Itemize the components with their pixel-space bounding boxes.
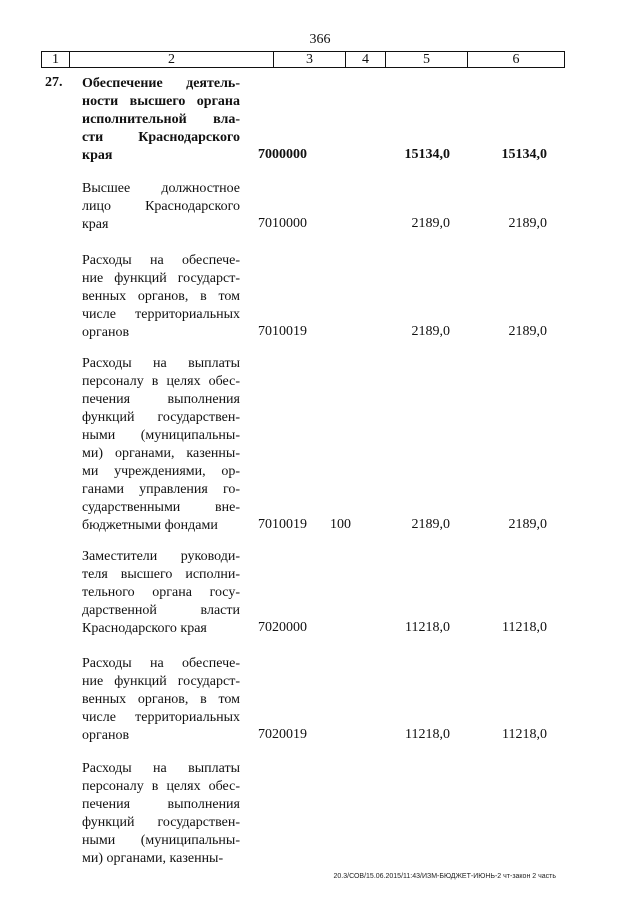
description-line: Обеспечение деятель- bbox=[82, 76, 240, 91]
row-amount-col6: 2189,0 bbox=[508, 216, 547, 231]
description-line: сти Краснодарского bbox=[82, 130, 240, 145]
description-line: Расходы на выплаты bbox=[82, 356, 240, 371]
description-line: числе территориальных bbox=[82, 307, 240, 322]
description-line: печения выполнения bbox=[82, 392, 240, 407]
column-header-5: 5 bbox=[386, 52, 468, 68]
description-line: теля высшего исполни- bbox=[82, 567, 240, 582]
row-code: 7020000 bbox=[258, 620, 307, 635]
description-line: Краснодарского края bbox=[82, 621, 207, 636]
description-line: края bbox=[82, 148, 113, 163]
row-expense-type: 100 bbox=[330, 517, 351, 532]
row-number: 27. bbox=[45, 75, 63, 90]
row-amount-col6: 11218,0 bbox=[502, 727, 547, 742]
description-line: функций государствен- bbox=[82, 815, 240, 830]
description-line: органов bbox=[82, 728, 130, 743]
row-description bbox=[82, 180, 240, 234]
column-header-3: 3 bbox=[274, 52, 346, 68]
document-footer: 20.3/СОВ/15.06.2015/11:43/ИЗМ-БЮДЖЕТ-ИЮНЬ-2 чт-закон 2 часть bbox=[333, 873, 556, 880]
row-amount-col5: 2189,0 bbox=[411, 216, 450, 231]
description-line: Расходы на выплаты bbox=[82, 761, 240, 776]
row-description bbox=[82, 760, 240, 868]
row-amount-col6: 2189,0 bbox=[508, 324, 547, 339]
description-line: ние функций государст- bbox=[82, 271, 240, 286]
description-line: ми) органами, казенны- bbox=[82, 851, 224, 866]
description-line: Высшее должностное bbox=[82, 181, 240, 196]
description-line: Расходы на обеспече- bbox=[82, 253, 240, 268]
page-number: 366 bbox=[309, 32, 331, 47]
description-line: лицо Краснодарского bbox=[82, 199, 240, 214]
description-line: края bbox=[82, 217, 109, 232]
row-amount-col5: 2189,0 bbox=[411, 517, 450, 532]
description-line: ности высшего органа bbox=[82, 94, 240, 109]
description-line: сударственными вне- bbox=[82, 500, 240, 515]
description-line: ными (муниципальны- bbox=[82, 833, 240, 848]
row-description bbox=[82, 75, 240, 165]
description-line: ными (муниципальны- bbox=[82, 428, 240, 443]
row-code: 7010000 bbox=[258, 216, 307, 231]
description-line: венных органов, в том bbox=[82, 692, 240, 707]
column-header-1: 1 bbox=[42, 52, 70, 68]
description-line: персоналу в целях обес- bbox=[82, 779, 240, 794]
row-amount-col5: 15134,0 bbox=[404, 147, 450, 162]
description-line: ми) органами, казенны- bbox=[82, 446, 240, 461]
description-line: тельного органа госу- bbox=[82, 585, 240, 600]
description-line: Расходы на обеспече- bbox=[82, 656, 240, 671]
row-code: 7010019 bbox=[258, 324, 307, 339]
description-line: печения выполнения bbox=[82, 797, 240, 812]
description-line: исполнительной вла- bbox=[82, 112, 240, 127]
column-header-table bbox=[41, 51, 565, 68]
column-header-6: 6 bbox=[468, 52, 565, 68]
description-line: персоналу в целях обес- bbox=[82, 374, 240, 389]
column-header-4: 4 bbox=[346, 52, 386, 68]
description-line: ние функций государст- bbox=[82, 674, 240, 689]
row-description bbox=[82, 252, 240, 342]
row-description bbox=[82, 655, 240, 745]
row-amount-col5: 11218,0 bbox=[405, 620, 450, 635]
row-description bbox=[82, 355, 240, 535]
row-description bbox=[82, 548, 240, 638]
row-amount-col6: 2189,0 bbox=[508, 517, 547, 532]
description-line: Заместители руководи- bbox=[82, 549, 240, 564]
row-amount-col5: 11218,0 bbox=[405, 727, 450, 742]
row-amount-col5: 2189,0 bbox=[411, 324, 450, 339]
column-header-row bbox=[42, 52, 565, 68]
description-line: ганами управления го- bbox=[82, 482, 240, 497]
column-header-2: 2 bbox=[70, 52, 274, 68]
row-code: 7010019 bbox=[258, 517, 307, 532]
row-code: 7020019 bbox=[258, 727, 307, 742]
description-line: дарственной власти bbox=[82, 603, 240, 618]
row-code: 7000000 bbox=[258, 147, 307, 162]
description-line: бюджетными фондами bbox=[82, 518, 218, 533]
description-line: функций государствен- bbox=[82, 410, 240, 425]
row-amount-col6: 11218,0 bbox=[502, 620, 547, 635]
description-line: венных органов, в том bbox=[82, 289, 240, 304]
row-amount-col6: 15134,0 bbox=[501, 147, 547, 162]
description-line: ми учреждениями, ор- bbox=[82, 464, 240, 479]
description-line: органов bbox=[82, 325, 130, 340]
description-line: числе территориальных bbox=[82, 710, 240, 725]
